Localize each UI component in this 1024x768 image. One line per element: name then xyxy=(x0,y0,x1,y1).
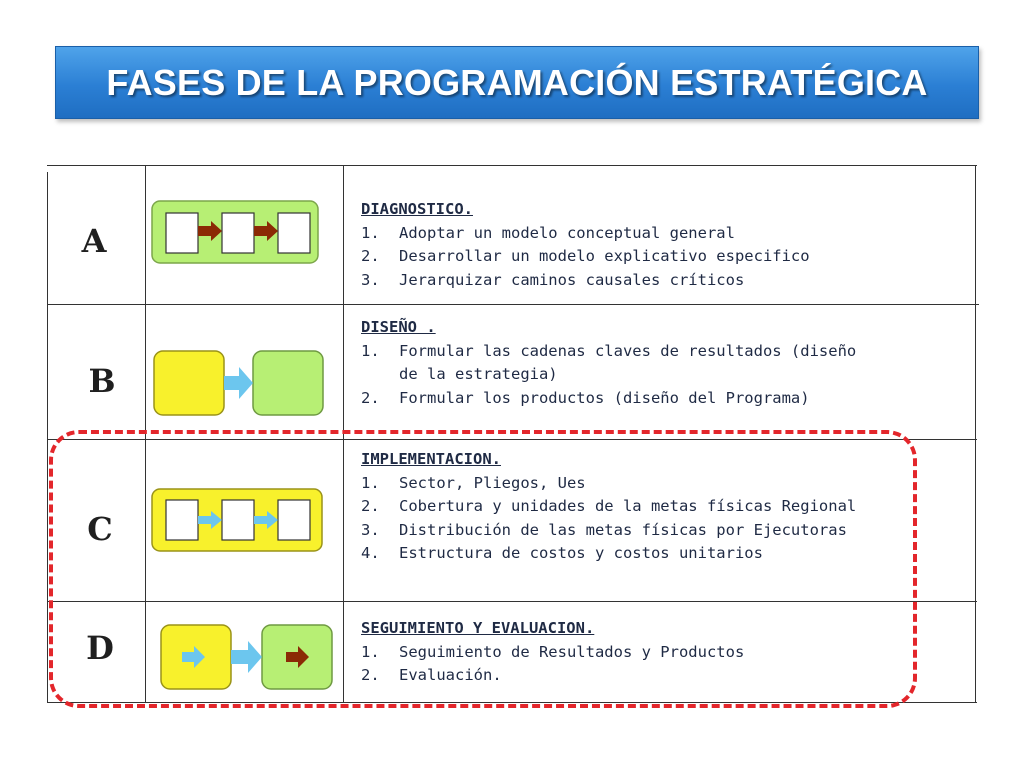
list-item: 2. Evaluación. xyxy=(361,666,502,684)
list-item: 1. Adoptar un modelo conceptual general xyxy=(361,223,735,242)
phase-letter-d: D xyxy=(86,629,114,667)
table-top-border xyxy=(47,165,977,166)
phase-a-content xyxy=(361,198,921,292)
three-boxes-red-arrows-icon xyxy=(151,200,321,270)
row-divider-ab xyxy=(47,304,979,305)
phase-a-list xyxy=(361,222,921,293)
table-left-border xyxy=(47,172,48,703)
yellow-to-green-box-arrow-icon xyxy=(153,350,325,422)
phase-letter-c: C xyxy=(87,510,113,548)
list-item: 1. Seguimiento de Resultados y Productos xyxy=(361,642,745,661)
title-banner xyxy=(55,46,979,119)
list-item: 2. Desarrollar un modelo explicativo especifico xyxy=(361,247,810,265)
phase-b-content xyxy=(361,316,921,410)
list-item: 3. Jerarquizar caminos causales críticos xyxy=(361,270,745,289)
list-item: 2. Formular los productos (diseño del Programa) xyxy=(361,388,810,407)
phase-letter-b: B xyxy=(88,362,116,400)
list-item: 1. Formular las cadenas claves de resultados (diseño de la estrategia) xyxy=(361,341,857,383)
list-item: 2. Cobertura y unidades de la metas físicas Regional xyxy=(361,497,857,515)
phase-c-heading: IMPLEMENTACION. xyxy=(361,450,501,468)
phase-b-list xyxy=(361,340,921,411)
table-right-border xyxy=(975,165,976,703)
highlight-dashed-frame xyxy=(49,430,917,708)
page-title: FASES DE LA PROGRAMACIÓN ESTRATÉGICA xyxy=(106,61,928,103)
phase-b-heading: DISEÑO . xyxy=(361,318,436,336)
phase-d-heading: SEGUIMIENTO Y EVALUACION. xyxy=(361,619,595,637)
phase-letter-a: A xyxy=(81,222,107,260)
phase-a-heading: DIAGNOSTICO. xyxy=(361,200,473,218)
list-item: 1. Sector, Pliegos, Ues xyxy=(361,473,586,492)
list-item: 3. Distribución de las metas físicas por Ejecutoras xyxy=(361,520,847,539)
list-item: 4. Estructura de costos y costos unitarios xyxy=(361,544,763,562)
